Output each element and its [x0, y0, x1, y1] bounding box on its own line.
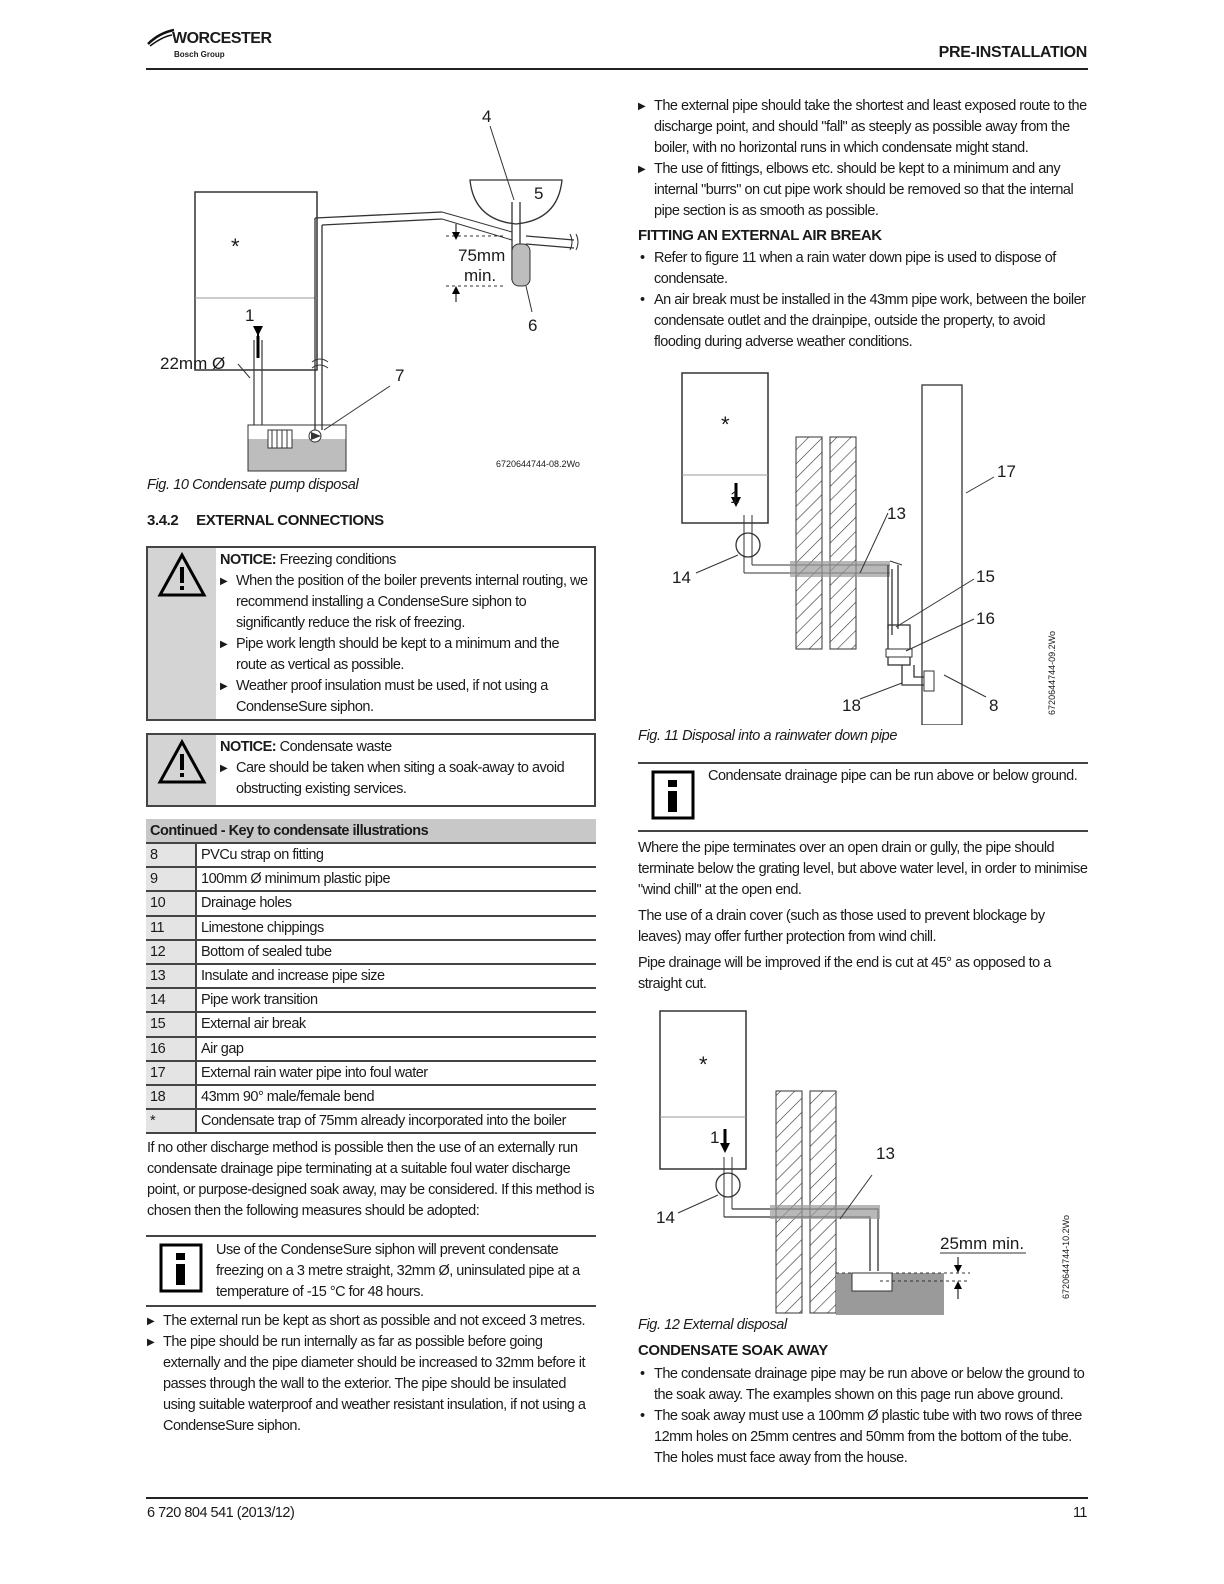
table-row [146, 843, 596, 867]
fig12-caption: Fig. 12 External disposal [638, 1317, 787, 1333]
key-number: 8 [146, 843, 196, 867]
table-row [146, 1085, 596, 1109]
fig10-code: 6720644744-08.2Wo [496, 459, 580, 469]
left-bullet: ▶ The external run be kept as short as possible and not exceed 3 metres. [147, 1311, 597, 1332]
fig10-label-5: 5 [534, 184, 544, 203]
key-description: Air gap [196, 1037, 596, 1061]
key-description: Bottom of sealed tube [196, 940, 596, 964]
key-description: 43mm 90° male/female bend [196, 1085, 596, 1109]
notice-list [220, 571, 588, 718]
right-bullet: ▶ The external pipe should take the shortest and least exposed route to the discharge point, and should "fall" as steeply as possible away from the boiler, with no horizontal runs in which condensate might stand. [638, 96, 1088, 159]
right-bullet-list-top [638, 96, 1088, 222]
notice-icon-cell [148, 548, 216, 719]
key-description: Condensate trap of 75mm already incorporated into the boiler [196, 1109, 596, 1133]
soak-away-item: • The soak away must use a 100mm Ø plastic tube with two rows of three 12mm holes on 25mm centres and 50mm from the bottom of the tube. The holes must face away from the house. [638, 1406, 1090, 1469]
figure-11-diagram [640, 365, 1070, 725]
brand-name: WORCESTER [172, 30, 272, 47]
notice-item: ▶ Pipe work length should be kept to a minimum and the route as vertical as possible. [220, 634, 588, 676]
key-number: 12 [146, 940, 196, 964]
fig10-dim-min: min. [464, 266, 497, 285]
key-number: * [146, 1109, 196, 1133]
key-description: Drainage holes [196, 891, 596, 915]
page-number: 11 [1072, 1505, 1087, 1521]
brand-subtitle: Bosch Group [174, 50, 225, 59]
fig11-label-17: 17 [997, 462, 1016, 481]
key-number: 10 [146, 891, 196, 915]
fig12-label-14: 14 [656, 1208, 675, 1227]
right-bullet: ▶ The use of fittings, elbows etc. should be kept to a minimum and any internal "burrs" on cut pipe work should be removed so that the internal pipe section is as smooth as possible. [638, 159, 1088, 222]
soak-away-heading: CONDENSATE SOAK AWAY [638, 1342, 828, 1359]
notice-title: Condensate waste [279, 739, 392, 755]
section-heading-342 [147, 512, 384, 529]
fig11-label-15: 15 [976, 567, 995, 586]
key-number: 15 [146, 1012, 196, 1036]
info-condensesure [146, 1235, 596, 1307]
left-paragraph: If no other discharge method is possible then the use of an externally run condensate drainage pipe terminating at a suitable foul water discharge point, or purpose-designed soak away, may be considered. If this method is chosen then the following measures should be adopted: [147, 1140, 595, 1219]
right-paragraph: The use of a drain cover (such as those used to prevent blockage by leaves) may offer further protection from wind chill. [638, 908, 1045, 945]
warning-icon [157, 739, 207, 785]
header-rule [146, 68, 1088, 70]
key-number: 18 [146, 1085, 196, 1109]
fig11-label-14: 14 [672, 568, 691, 587]
soak-away-item: • The condensate drainage pipe may be run above or below the ground to the soak away. The examples shown on this page run above ground. [638, 1364, 1090, 1406]
fig10-dim-75: 75mm [458, 246, 506, 265]
fig12-label-13: 13 [876, 1144, 895, 1163]
table-row [146, 988, 596, 1012]
table-row [146, 1037, 596, 1061]
air-break-list [638, 248, 1088, 353]
key-description: PVCu strap on fitting [196, 843, 596, 867]
table-row [146, 1012, 596, 1036]
warning-icon [157, 552, 207, 598]
info-text: Condensate drainage pipe can be run above or below ground. [708, 768, 1078, 784]
fig12-label-star: * [699, 1052, 708, 1077]
footer-rule [146, 1497, 1088, 1499]
notice-body [216, 548, 594, 719]
table-row [146, 940, 596, 964]
table-row [146, 964, 596, 988]
fig10-label-4: 4 [482, 107, 492, 126]
table-row [146, 1109, 596, 1133]
notice-item: ▶ Care should be taken when siting a soak-away to avoid obstructing existing services. [220, 758, 588, 800]
soak-away-list [638, 1364, 1090, 1469]
section-title: PRE-INSTALLATION [938, 44, 1087, 61]
key-number: 11 [146, 916, 196, 940]
key-number: 17 [146, 1061, 196, 1085]
notice-item: ▶ Weather proof insulation must be used, if not using a CondenseSure siphon. [220, 676, 588, 718]
notice-list [220, 758, 588, 800]
notice-body [216, 735, 594, 805]
notice-label: NOTICE: [220, 739, 277, 755]
fig12-dim-25: 25mm min. [940, 1234, 1025, 1253]
section-number: 3.4.2 [147, 512, 179, 529]
key-number: 9 [146, 867, 196, 891]
air-break-heading: FITTING AN EXTERNAL AIR BREAK [638, 227, 882, 244]
info-text: Use of the CondenseSure siphon will prevent condensate freezing on a 3 metre straight, 32mm Ø, uninsulated pipe at a temperature of -15 °C for 48 hours. [216, 1242, 580, 1300]
fig10-caption: Fig. 10 Condensate pump disposal [147, 477, 359, 493]
fig11-caption: Fig. 11 Disposal into a rainwater down pipe [638, 728, 897, 744]
fig11-label-13: 13 [887, 504, 906, 523]
key-description: External rain water pipe into foul water [196, 1061, 596, 1085]
key-description: External air break [196, 1012, 596, 1036]
fig11-label-star: * [721, 412, 730, 437]
right-paragraphs [638, 838, 1088, 995]
fig12-label-1: 1 [710, 1128, 720, 1147]
info-icon-cell [146, 1237, 216, 1305]
key-description: 100mm Ø minimum plastic pipe [196, 867, 596, 891]
key-table [146, 819, 596, 1134]
fig10-label-1: 1 [245, 306, 255, 325]
figure-10-diagram [150, 100, 600, 480]
info-icon-cell [638, 764, 708, 830]
key-table-header: Continued - Key to condensate illustrations [146, 819, 596, 843]
fig11-label-18: 18 [842, 696, 861, 715]
fig11-label-16: 16 [976, 609, 995, 628]
fig10-label-star: * [231, 234, 240, 259]
info-icon [651, 770, 695, 820]
right-paragraph: Pipe drainage will be improved if the end is cut at 45° as opposed to a straight cut. [638, 955, 1051, 992]
key-number: 16 [146, 1037, 196, 1061]
fig11-label-1: 1 [730, 488, 740, 507]
table-row [146, 1061, 596, 1085]
fig10-label-6: 6 [528, 316, 538, 335]
fig11-code: 6720644744-09.2Wo [1046, 631, 1057, 715]
right-paragraph: Where the pipe terminates over an open drain or gully, the pipe should terminate below the grating level, but above water level, in order to minimise "wind chill" at the open end. [638, 840, 1088, 898]
key-number: 13 [146, 964, 196, 988]
notice-label: NOTICE: [220, 552, 277, 568]
fig11-label-8: 8 [989, 696, 999, 715]
notice-freezing [146, 546, 596, 721]
notice-icon-cell [148, 735, 216, 805]
info-drainage [638, 762, 1088, 832]
air-break-item: • An air break must be installed in the 43mm pipe work, between the boiler condensate outlet and the drainpipe, outside the property, to avoid flooding during adverse weather conditions. [638, 290, 1088, 353]
table-row [146, 867, 596, 891]
fig12-code: 6720644744-10.2Wo [1060, 1215, 1071, 1299]
table-row [146, 916, 596, 940]
left-bullet-list [147, 1311, 597, 1437]
info-icon [159, 1243, 203, 1293]
key-description: Insulate and increase pipe size [196, 964, 596, 988]
section-heading-text: EXTERNAL CONNECTIONS [196, 512, 384, 529]
notice-condensate-waste [146, 733, 596, 807]
key-description: Pipe work transition [196, 988, 596, 1012]
key-description: Limestone chippings [196, 916, 596, 940]
notice-item: ▶ When the position of the boiler prevents internal routing, we recommend installing a CondenseSure siphon to significantly reduce the risk of freezing. [220, 571, 588, 634]
left-bullet: ▶ The pipe should be run internally as far as possible before going externally and the pipe diameter should be increased to 32mm before it passes through the wall to the exterior. The pipe should be insulated using suitable waterproof and weather resistant insulation, if not using a CondenseSure siphon. [147, 1332, 597, 1437]
air-break-item: • Refer to figure 11 when a rain water down pipe is used to dispose of condensate. [638, 248, 1088, 290]
document-number: 6 720 804 541 (2013/12) [147, 1505, 295, 1521]
notice-title: Freezing conditions [279, 552, 396, 568]
key-table-body [146, 843, 596, 1133]
fig10-label-7: 7 [395, 366, 405, 385]
table-row [146, 891, 596, 915]
key-number: 14 [146, 988, 196, 1012]
fig10-label-pipe: 22mm Ø [160, 354, 226, 373]
